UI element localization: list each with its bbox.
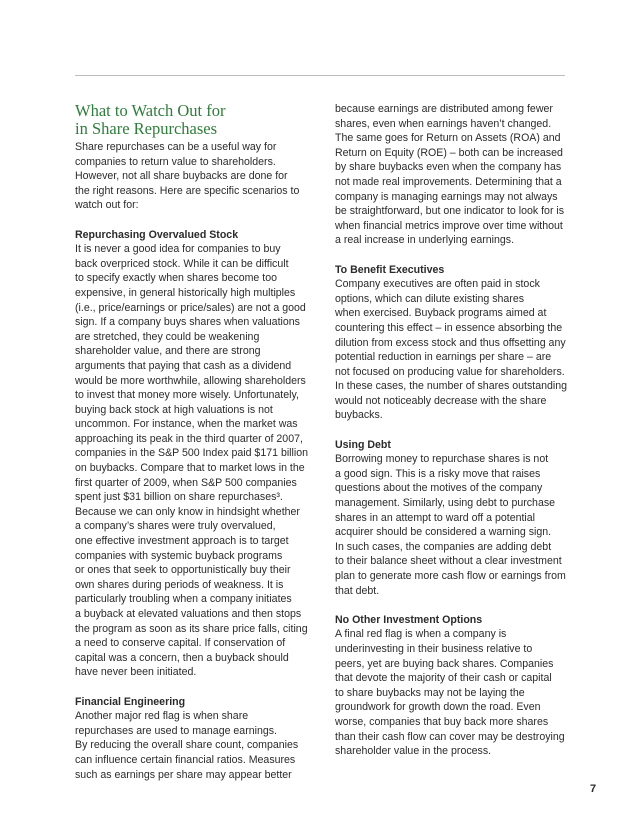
text-line: watch out for:	[75, 199, 139, 212]
text-line: to invest that money more wisely. Unfortunately,	[75, 389, 299, 402]
text-line: when financial metrics improve over time without	[335, 219, 563, 232]
text-line: one effective investment approach is to target	[75, 535, 289, 548]
text-line: are stretched, they could be weakening	[75, 330, 260, 343]
text-line: a real increase in underlying earnings.	[335, 234, 515, 247]
text-line: (i.e., price/earnings or price/sales) are not a good	[75, 301, 306, 314]
text-line: to specify exactly when shares become too	[75, 272, 277, 285]
text-line: shareholder value in the process.	[335, 745, 492, 758]
text-line: sign. If a company buys shares when valuations	[75, 316, 300, 329]
section-heading-no-other-options: No Other Investment Options	[335, 613, 483, 626]
text-line: Share repurchases can be a useful way for	[75, 141, 277, 153]
text-line: not made real improvements. Determining that a	[335, 175, 562, 188]
text-line: that devote the majority of their cash or capital	[335, 672, 552, 685]
text-line: spent just $31 billion on share repurchases³.	[75, 491, 283, 504]
text-line: by share buybacks even when the company has	[335, 161, 562, 174]
text-line: first quarter of 2009, when S&P 500 companies	[75, 476, 297, 489]
text-line: plan to generate more cash flow or earnings from	[335, 570, 566, 582]
text-line: a good sign. This is a risky move that raises	[335, 467, 541, 480]
text-line: However, not all share buybacks are done for	[75, 170, 288, 183]
text-line: particularly troubling when a company initiates	[75, 593, 292, 606]
text-line: repurchases are used to manage earnings.	[75, 724, 277, 737]
text-line: would be more worthwhile, allowing shareholders	[75, 374, 306, 387]
text-line: the program as soon as its share price falls, citing	[75, 622, 308, 635]
intro-paragraph	[75, 140, 307, 213]
text-line: uncommon. For instance, when the market was	[75, 418, 298, 431]
text-line: own shares during periods of weakness. It is	[75, 578, 284, 591]
section-heading-financial-engineering: Financial Engineering	[75, 695, 186, 708]
text-line: companies in the S&P 500 Index paid $171 billion	[75, 447, 309, 460]
text-line: can influence certain financial ratios. Measures	[75, 753, 296, 766]
text-line: Another major red flag is when share	[75, 710, 249, 723]
text-line: such as earnings per share may appear better	[75, 768, 292, 781]
text-line: buying back stock at high valuations is not	[75, 403, 273, 416]
text-line: In such cases, the companies are adding debt	[335, 540, 552, 553]
text-line: questions about the motives of the company	[335, 482, 543, 495]
text-line: when exercised. Buyback programs aimed at	[335, 307, 547, 320]
text-line: have never been initiated.	[75, 666, 197, 679]
text-line: or ones that seek to opportunistically buy their	[75, 564, 291, 577]
text-line: dilution from excess stock and thus offsetting any	[335, 336, 566, 349]
text-line: arguments that paying that cash as a dividend	[75, 359, 292, 372]
section-heading-debt: Using Debt	[335, 438, 391, 451]
right-column	[335, 102, 567, 759]
text-line: peers, yet are buying back shares. Companies	[335, 657, 554, 670]
text-line: the right reasons. Here are specific scenarios to	[75, 184, 300, 197]
header-rule	[75, 75, 565, 76]
text-line: shares, even when earnings haven’t changed.	[335, 117, 552, 130]
text-line: companies with systemic buyback programs	[75, 549, 283, 562]
text-line: because earnings are distributed among fewer	[335, 103, 553, 115]
text-line: to share buybacks may not be laying the	[335, 686, 525, 699]
text-line: a need to conserve capital. If conservation of	[75, 637, 286, 650]
text-line: Return on Equity (ROE) – both can be increased	[335, 146, 563, 159]
text-line: potential reduction in earnings per share – are	[335, 351, 552, 364]
page-number: 7	[590, 783, 597, 795]
text-line: shares in an attempt to ward off a potential	[335, 511, 536, 524]
text-line: The same goes for Return on Assets (ROA) and	[335, 132, 561, 145]
section-body-no-other-options	[335, 627, 567, 758]
text-line: back overpriced stock. While it can be difficult	[75, 257, 289, 270]
text-line: expensive, in general historically high multiples	[75, 286, 296, 299]
section-body-financial-engineering	[75, 709, 307, 782]
text-line: a company’s shares were truly overvalued,	[75, 520, 276, 533]
text-line: A final red flag is when a company is	[335, 628, 507, 641]
text-line: a buyback at elevated valuations and then stops	[75, 608, 302, 620]
text-line: Company executives are often paid in stock	[335, 278, 540, 291]
text-line: Borrowing money to repurchase shares is not	[335, 453, 549, 466]
text-line: would not noticeably decrease with the share	[335, 394, 547, 407]
text-line: to their balance sheet without a clear investment	[335, 555, 562, 568]
section-body-overvalued	[75, 242, 307, 680]
text-line: acquirer should be considered a warning sign.	[335, 526, 552, 539]
text-line: In these cases, the number of shares outstanding	[335, 380, 568, 393]
title-line: What to Watch Out for	[75, 101, 226, 120]
text-line: worse, companies that buy back more shares	[335, 715, 549, 728]
text-line: groundwork for growth down the road. Even	[335, 701, 541, 714]
section-heading-overvalued: Repurchasing Overvalued Stock	[75, 228, 239, 241]
text-line: options, which can dilute existing shares	[335, 292, 525, 305]
text-line: countering this effect – in essence absorbing the	[335, 321, 563, 334]
section-heading-executives: To Benefit Executives	[335, 263, 445, 276]
text-line: capital was a concern, then a buyback should	[75, 651, 289, 664]
left-column	[75, 102, 307, 782]
page-title	[75, 102, 307, 138]
text-line: underinvesting in their business relative to	[335, 642, 533, 655]
section-body-executives	[335, 277, 567, 423]
text-line: Because we can only know in hindsight whether	[75, 505, 300, 518]
continued-paragraph	[335, 102, 567, 248]
text-line: be straightforward, but one indicator to look for is	[335, 205, 565, 218]
text-line: on buybacks. Compare that to market lows in the	[75, 462, 305, 475]
text-line: than their cash flow can cover may be destroying	[335, 730, 565, 743]
text-line: companies to return value to shareholders.	[75, 155, 276, 168]
text-line: management. Similarly, using debt to purchase	[335, 497, 556, 510]
text-line: not focused on producing value for shareholders.	[335, 365, 565, 378]
text-line: approaching its peak in the third quarter of 2007,	[75, 432, 303, 445]
section-body-debt	[335, 452, 567, 598]
text-line: company is managing earnings may not always	[335, 190, 558, 203]
text-line: It is never a good idea for companies to buy	[75, 243, 281, 256]
title-line: in Share Repurchases	[75, 119, 218, 138]
text-line: buybacks.	[335, 409, 383, 422]
text-line: By reducing the overall share count, companies	[75, 739, 299, 752]
text-line: that debt.	[335, 584, 380, 597]
text-line: shareholder value, and there are strong	[75, 345, 261, 358]
